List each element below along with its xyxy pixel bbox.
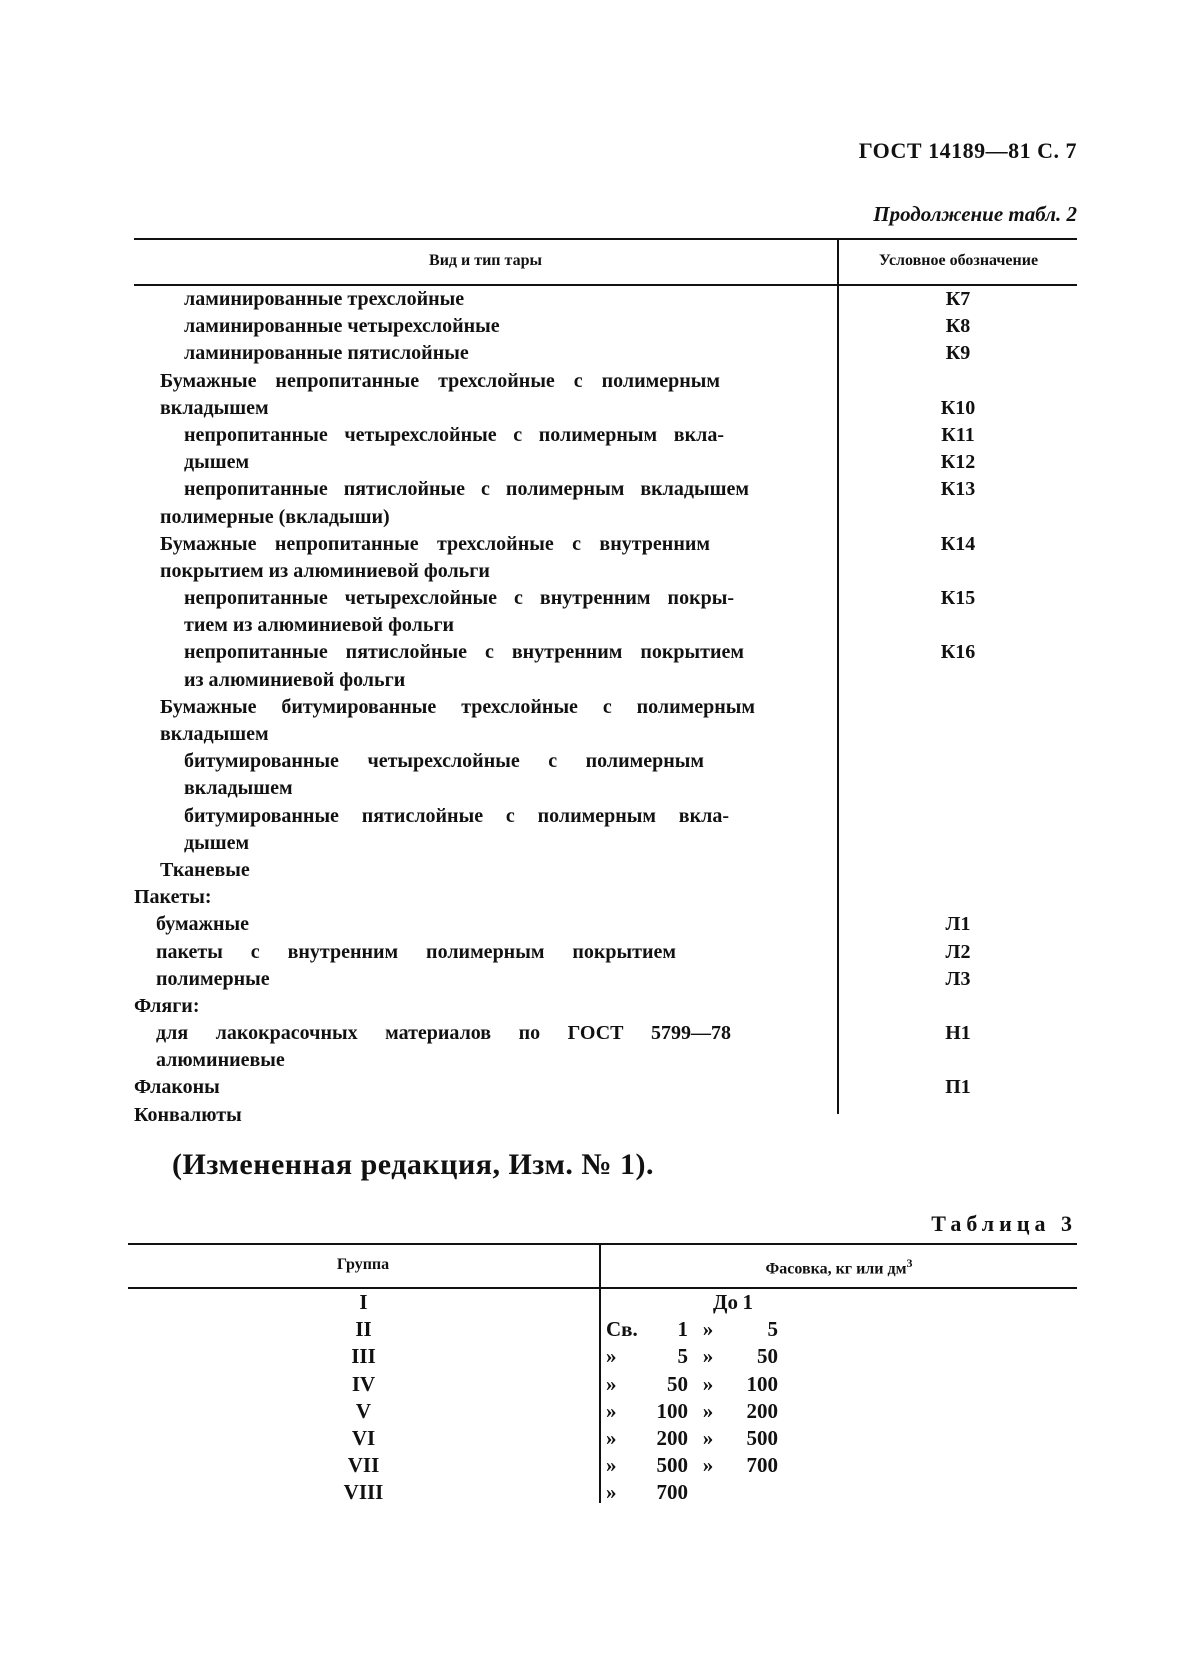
table-row [134,449,1077,476]
table-row [134,395,1077,422]
table-row [128,1289,1077,1316]
table-row [134,1102,1077,1129]
range-prefix: » [606,1425,617,1450]
table-row [134,1074,1077,1101]
row-text: дышем [184,451,250,474]
row-text: непропитанные четырехслойные с полимерным вкла- [184,423,724,446]
table-row [134,1047,1077,1074]
range-sep: » [702,1317,714,1342]
page-header: ГОСТ 14189—81 С. 7 [858,138,1077,163]
table-row [134,667,1077,694]
table-row [134,340,1077,367]
row-code: П1 [945,1076,971,1099]
range-low: 200 [656,1425,688,1450]
row-text: непропитанные четырехслойные с внутренним покры- [184,587,734,610]
range-low: 1 [677,1317,688,1342]
row-text: из алюминиевой фольги [184,668,406,691]
row-code: К13 [940,478,976,501]
group-cell: III [351,1344,376,1369]
table-row [134,476,1077,503]
table-row [134,939,1077,966]
row-text: Конвалюты [134,1103,242,1126]
row-code: К8 [945,315,971,338]
range-low: 5 [677,1344,688,1369]
table-row [134,313,1077,340]
table-row [134,775,1077,802]
range-high: 50 [757,1344,778,1369]
row-text: битумированные четырехслойные с полимерным [184,750,704,773]
row-text: непропитанные пятислойные с внутренним покрытием [184,641,744,664]
row-text: Флаконы [134,1076,220,1099]
range-sep: » [702,1425,714,1450]
table-row [134,531,1077,558]
row-text: алюминиевые [156,1049,285,1072]
table-row [134,721,1077,748]
table-row [128,1343,1077,1370]
superscript: 3 [906,1256,913,1270]
row-text: Фляги: [134,994,200,1017]
row-text: Пакеты: [134,886,212,909]
range-prefix: » [606,1398,617,1423]
row-text: пакеты с внутренним полимерным покрытием [156,940,676,963]
group-cell: VI [351,1425,376,1450]
table-3-title: Таблица 3 [931,1211,1077,1236]
row-text: дышем [184,831,250,854]
table-row [134,857,1077,884]
table-3 [128,1243,1077,1507]
row-code: Н1 [945,1022,971,1045]
group-cell: VII [347,1453,380,1478]
table-row [134,639,1077,666]
row-code: К9 [945,342,971,365]
range-sep: » [702,1453,714,1478]
range-sep: » [702,1371,714,1396]
range-low: 700 [656,1480,688,1505]
table-continuation-note: Продолжение табл. 2 [873,202,1077,226]
group-cell: II [355,1317,372,1342]
column-header-code: Условное обозначение [878,252,1039,269]
range-high: 200 [746,1398,778,1423]
row-code: Л1 [945,913,971,936]
table-row [134,966,1077,993]
range-prefix: » [606,1371,617,1396]
table-row [128,1452,1077,1479]
row-text: Бумажные непропитанные трехслойные с внутренним [160,532,710,555]
table-row [134,558,1077,585]
table-row [134,830,1077,857]
column-header-packaging-text: Фасовка, кг или дм [765,1260,907,1278]
row-text: вкладышем [184,777,293,800]
column-header-type: Вид и тип тары [429,252,542,269]
range-high: 500 [746,1425,778,1450]
table-2-body [134,286,1077,1129]
table-row [128,1479,1077,1506]
row-code: Л3 [945,967,971,990]
table-row [128,1425,1077,1452]
row-text: вкладышем [160,396,269,419]
range-prefix: Св. [606,1317,638,1342]
range-high: 100 [746,1371,778,1396]
row-code: К10 [940,396,976,419]
range-high: 700 [746,1453,778,1478]
row-code: К16 [940,641,976,664]
table-row [134,585,1077,612]
group-cell: IV [351,1371,376,1396]
row-text: тием из алюминиевой фольги [184,614,455,637]
table-3-body [128,1289,1077,1507]
table-row [134,748,1077,775]
table-row [134,286,1077,313]
range-low: 100 [656,1398,688,1423]
row-code: К14 [940,532,976,555]
row-text: для лакокрасочных материалов по ГОСТ 5799—78 [156,1022,731,1045]
group-cell: V [355,1398,372,1423]
revision-note: (Измененная редакция, Изм. № 1). [172,1148,655,1181]
row-text: битумированные пятислойные с полимерным вкла- [184,804,729,827]
table-row [128,1398,1077,1425]
row-text: Бумажные битумированные трехслойные с полимерным [160,695,755,718]
range-sep: » [702,1344,714,1369]
row-code: К11 [941,423,975,446]
table-row [134,368,1077,395]
table-3-header [128,1243,1077,1289]
range-sep: » [702,1398,714,1423]
table-row [128,1316,1077,1343]
table-2-header [134,238,1077,286]
range-low: 50 [667,1371,688,1396]
table-row [134,504,1077,531]
table-row [134,1020,1077,1047]
table-row [134,612,1077,639]
table-row [134,694,1077,721]
range-prefix: » [606,1480,617,1505]
row-code: К7 [945,288,971,310]
row-text: покрытием из алюминиевой фольги [160,559,490,582]
column-header-packaging [601,1256,1077,1278]
row-text: ламинированные четырехслойные [184,315,500,338]
column-header-group: Группа [336,1256,390,1273]
range-high: 5 [767,1317,778,1342]
row-text: ламинированные трехслойные [184,288,465,310]
range-low: 500 [656,1453,688,1478]
row-code: Л2 [945,940,971,963]
row-text: полимерные [156,967,270,990]
group-cell: VIII [343,1480,384,1505]
table-row [128,1371,1077,1398]
row-text: непропитанные пятислойные с полимерным вкладышем [184,478,749,501]
table-row [134,911,1077,938]
row-text: полимерные (вкладыши) [160,505,390,528]
group-cell: I [359,1290,368,1314]
table-2 [134,238,1077,1129]
row-code: К15 [940,587,976,610]
range-prefix: » [606,1344,617,1369]
table-row [134,803,1077,830]
row-text: вкладышем [160,723,269,745]
range-high: 1 [742,1290,753,1314]
table-row [134,993,1077,1020]
table-row [134,884,1077,911]
row-text: Тканевые [160,858,250,881]
table-row [134,422,1077,449]
row-text: Бумажные непропитанные трехслойные с полимерным [160,369,720,392]
row-code: К12 [940,451,976,474]
range-low: До [713,1290,738,1314]
row-text: ламинированные пятислойные [184,342,469,365]
range-prefix: » [606,1453,617,1478]
row-text: бумажные [156,913,249,936]
